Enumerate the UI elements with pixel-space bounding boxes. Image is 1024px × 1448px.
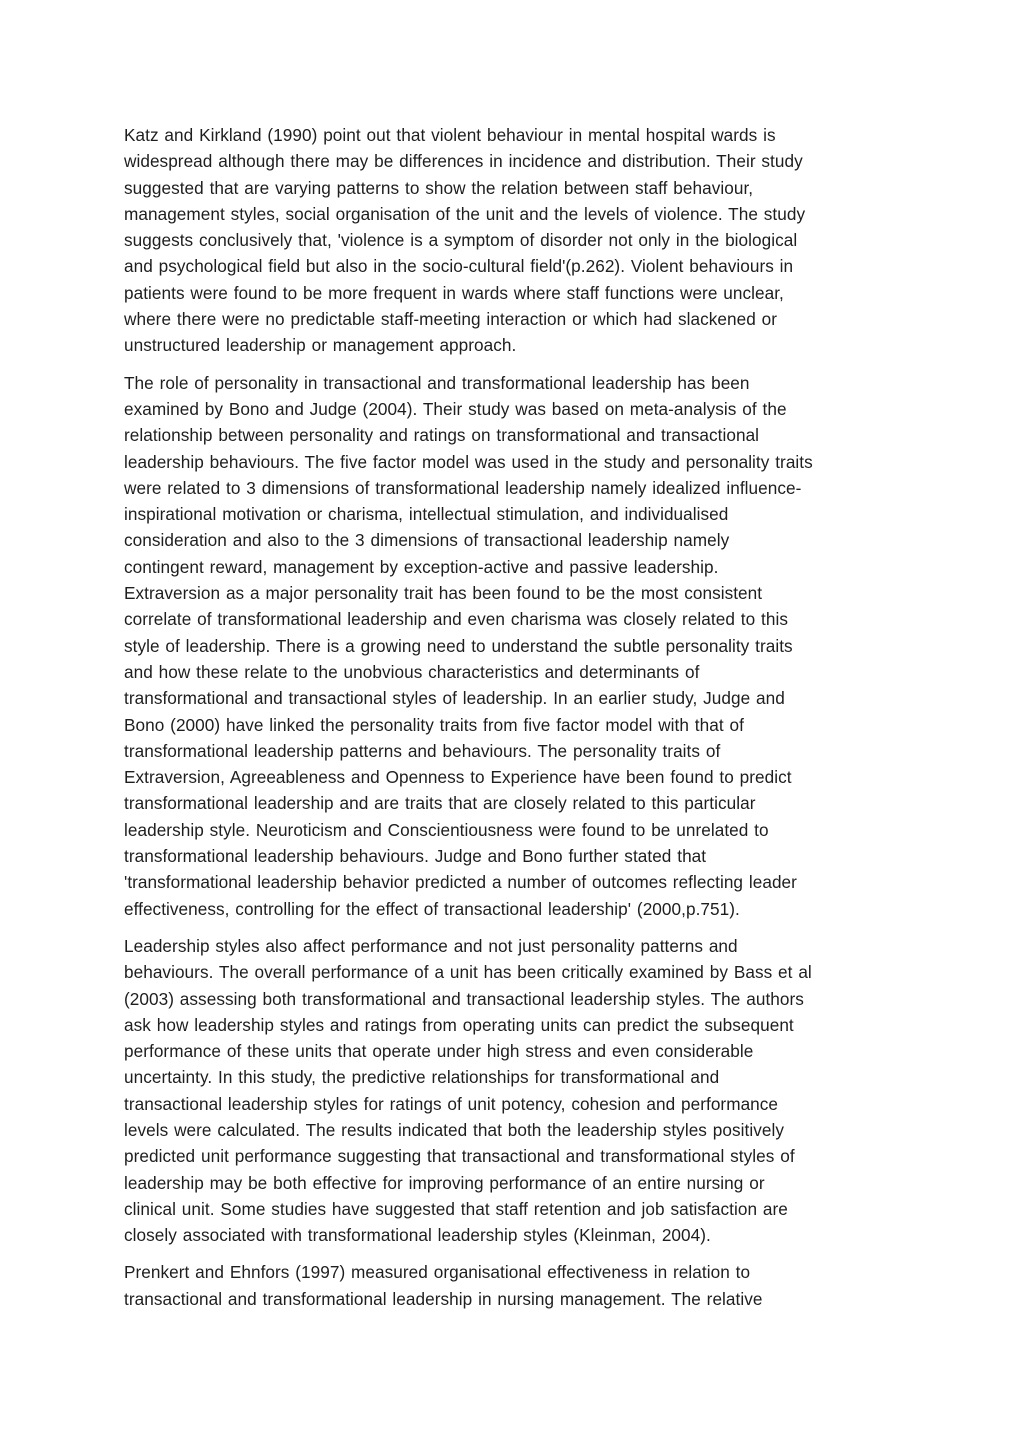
text-line: style of leadership. There is a growing need to understand the subtle personality traits — [124, 635, 793, 656]
text-line: ask how leadership styles and ratings from operating units can predict the subsequent — [124, 1014, 794, 1035]
text-line: effectiveness, controlling for the effect of transactional leadership' (2000,p.751). — [124, 898, 740, 919]
text-line: 'transformational leadership behavior predicted a number of outcomes reflecting leader — [124, 872, 797, 893]
text-line: management styles, social organisation of the unit and the levels of violence. The study — [124, 203, 806, 224]
text-line: inspirational motivation or charisma, intellectual stimulation, and individualised — [124, 504, 729, 525]
text-line: correlate of transformational leadership and even charisma was closely related to this — [124, 609, 788, 630]
paragraph-1 — [124, 122, 900, 359]
text-line: transformational leadership and are traits that are closely related to this particular — [124, 793, 756, 814]
text-line: transformational and transactional styles of leadership. In an earlier study, Judge and — [124, 688, 785, 709]
text-line: and how these relate to the unobvious characteristics and determinants of — [124, 661, 700, 682]
text-line: transformational leadership patterns and behaviours. The personality traits of — [124, 740, 721, 761]
text-line: leadership style. Neuroticism and Conscientiousness were found to be unrelated to — [124, 819, 769, 840]
text-line: closely associated with transformational leadership styles (Kleinman, 2004). — [124, 1225, 711, 1246]
text-line: (2003) assessing both transformational and transactional leadership styles. The authors — [124, 988, 804, 1009]
text-line: uncertainty. In this study, the predictive relationships for transformational and — [124, 1067, 720, 1088]
text-line: Extraversion, Agreeableness and Openness to Experience have been found to predict — [124, 767, 792, 788]
text-line: examined by Bono and Judge (2004). Their study was based on meta-analysis of the — [124, 398, 787, 419]
paragraph-4 — [124, 1259, 900, 1312]
text-line: clinical unit. Some studies have suggested that staff retention and job satisfaction are — [124, 1198, 788, 1219]
text-line: Katz and Kirkland (1990) point out that violent behaviour in mental hospital wards is — [124, 125, 776, 145]
paragraph-2 — [124, 370, 900, 922]
text-line: patients were found to be more frequent in wards where staff functions were unclear, — [124, 282, 784, 303]
text-line: leadership may be both effective for improving performance of an entire nursing or — [124, 1172, 765, 1193]
text-line: unstructured leadership or management approach. — [124, 335, 517, 356]
text-line: performance of these units that operate under high stress and even considerable — [124, 1041, 754, 1062]
text-line: Extraversion as a major personality trait has been found to be the most consistent — [124, 583, 763, 604]
text-line: where there were no predictable staff-meeting interaction or which had slackened or — [124, 309, 778, 330]
text-line: suggests conclusively that, 'violence is a symptom of disorder not only in the biological — [124, 230, 798, 251]
text-line: predicted unit performance suggesting that transactional and transformational styles of — [124, 1146, 795, 1167]
text-line: widespread although there may be differences in incidence and distribution. Their study — [124, 151, 803, 172]
text-line: contingent reward, management by exception-active and passive leadership. — [124, 556, 719, 577]
text-line: levels were calculated. The results indicated that both the leadership styles positively — [124, 1119, 784, 1140]
text-line: The role of personality in transactional and transformational leadership has been — [124, 372, 750, 393]
text-line: transformational leadership behaviours. Judge and Bono further stated that — [124, 846, 707, 867]
text-line: suggested that are varying patterns to show the relation between staff behaviour, — [124, 177, 754, 198]
text-line: consideration and also to the 3 dimensions of transactional leadership namely — [124, 530, 730, 551]
text-line: relationship between personality and ratings on transformational and transactional — [124, 425, 760, 446]
paragraph-3 — [124, 933, 900, 1249]
text-line: Bono (2000) have linked the personality traits from five factor model with that of — [124, 714, 744, 735]
text-line: behaviours. The overall performance of a unit has been critically examined by Bass et al — [124, 962, 812, 983]
text-line: Prenkert and Ehnfors (1997) measured organisational effectiveness in relation to — [124, 1262, 751, 1283]
text-line: were related to 3 dimensions of transformational leadership namely idealized influence- — [124, 477, 802, 498]
text-line: and psychological field but also in the socio-cultural field'(p.262). Violent behaviours in — [124, 256, 794, 277]
text-line: transactional and transformational leadership in nursing management. The relative — [124, 1288, 763, 1309]
text-line: leadership behaviours. The five factor model was used in the study and personality traits — [124, 451, 813, 472]
text-line: Leadership styles also affect performance and not just personality patterns and — [124, 935, 738, 956]
text-line: transactional leadership styles for ratings of unit potency, cohesion and performance — [124, 1093, 779, 1114]
document-body — [124, 122, 900, 1323]
